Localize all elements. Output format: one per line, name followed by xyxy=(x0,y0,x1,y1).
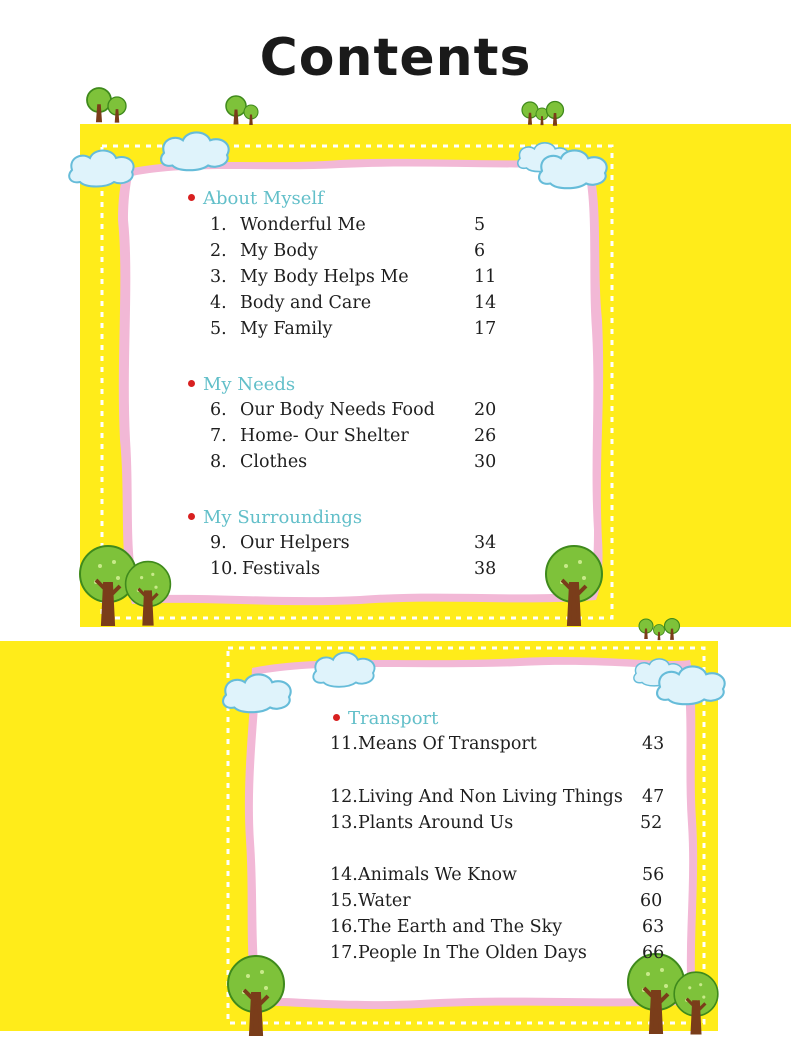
cloud-icon xyxy=(657,666,725,704)
tree-icon xyxy=(654,625,665,640)
cloud-icon xyxy=(313,653,374,687)
bullet-icon xyxy=(333,714,340,721)
bullet-icon xyxy=(188,194,195,201)
section-heading: Transport xyxy=(333,708,438,729)
page-title: Contents xyxy=(259,28,532,88)
section-heading: My Needs xyxy=(188,374,295,395)
tree-icon xyxy=(226,96,246,124)
bullet-icon xyxy=(188,513,195,520)
tree-icon xyxy=(108,97,126,122)
tree-icon xyxy=(546,546,602,624)
tree-icon xyxy=(665,619,680,640)
tree-icon xyxy=(126,562,171,624)
tree-icon xyxy=(674,972,718,1033)
cloud-icon xyxy=(161,132,229,170)
bullet-icon xyxy=(188,380,195,387)
cloud-icon xyxy=(69,151,133,187)
tree-icon xyxy=(244,105,258,125)
section-heading: My Surroundings xyxy=(188,507,362,528)
tree-icon xyxy=(639,619,653,639)
section-heading: About Myself xyxy=(188,188,324,209)
tree-icon xyxy=(547,102,564,126)
cloud-icon xyxy=(539,150,607,188)
